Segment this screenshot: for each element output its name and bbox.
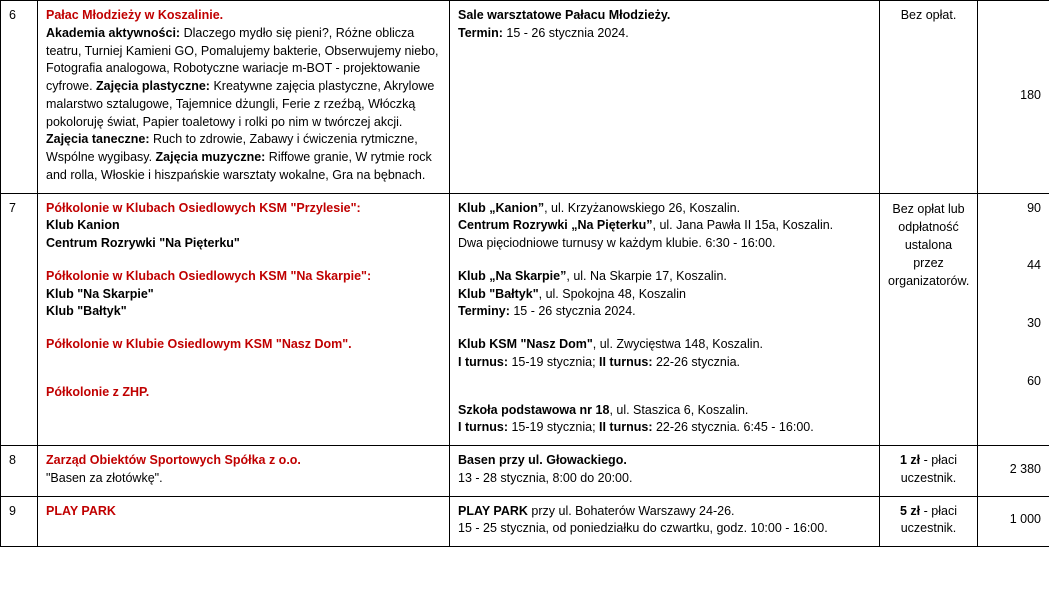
table-row	[1, 496, 1049, 547]
place-line	[458, 217, 871, 235]
place-venue: Szkoła podstawowa nr 18	[458, 402, 610, 417]
turn1-value: 15-19 stycznia;	[508, 354, 600, 369]
turn1-value: 15-19 stycznia;	[508, 420, 600, 435]
spacer	[46, 369, 441, 384]
count-value: 30	[1027, 316, 1041, 330]
fee-line: Bez opłat lub	[892, 201, 965, 216]
organizer-group-line: Centrum Rozrywki "Na Pięterku"	[46, 236, 240, 250]
place-address: , ul. Jana Pawła II 15a, Koszalin.	[652, 218, 834, 233]
table-row	[1, 446, 1049, 497]
row-number: 6	[1, 1, 38, 194]
fee-amount: 5 zł	[900, 503, 921, 518]
fee-line: uczestnik.	[900, 470, 957, 485]
fee-cell	[880, 446, 978, 497]
organizer-group-line: Klub Kanion	[46, 218, 120, 233]
place-title: Sale warsztatowe Pałacu Młodzieży.	[458, 8, 671, 22]
place-date	[458, 25, 871, 43]
place-venue: Klub "Bałtyk"	[458, 286, 539, 301]
spacer	[986, 333, 1041, 348]
place-cell	[450, 446, 880, 497]
place-address: , ul. Zwycięstwa 148, Koszalin.	[592, 337, 763, 351]
spacer	[986, 232, 1041, 257]
place-line	[458, 354, 871, 372]
fee-text: - płaci	[920, 503, 957, 518]
organizer-subtitle: "Basen za złotówkę".	[46, 470, 163, 485]
table-row	[1, 193, 1049, 446]
place-venue: Klub KSM "Nasz Dom"	[458, 337, 593, 351]
spacer	[458, 372, 871, 387]
organizer-title: Zarząd Obiektów Sportowych Spółka z o.o.	[46, 453, 301, 467]
term-label: Termin:	[458, 25, 503, 40]
place-venue: PLAY PARK	[458, 503, 528, 518]
spacer	[46, 253, 441, 268]
terms-label: Terminy:	[458, 304, 510, 319]
fee-cell: Bez opłat.	[880, 1, 978, 194]
fee-text: - płaci	[920, 453, 957, 467]
fee-line: organizatorów.	[888, 274, 970, 288]
fee-line: ustalona	[904, 237, 953, 252]
organizer-title: Pałac Młodzieży w Koszalinie.	[46, 8, 224, 22]
turn2-value: 22-26 stycznia.	[652, 354, 741, 369]
organizer-cell	[38, 193, 450, 446]
spacer	[986, 275, 1041, 290]
fee-line: uczestnik.	[900, 521, 957, 536]
turn2-label: II turnus:	[599, 354, 653, 369]
count-value: 44	[1027, 258, 1041, 273]
place-address: , ul. Krzyżanowskiego 26, Koszalin.	[544, 200, 741, 215]
spacer	[986, 348, 1041, 373]
fee-cell	[880, 193, 978, 446]
fee-line	[888, 503, 969, 521]
place-cell	[450, 1, 880, 194]
organizer-cell	[38, 496, 450, 547]
place-line	[458, 419, 871, 437]
organizer-group-title: Półkolonie w Klubie Osiedlowym KSM "Nasz Dom".	[46, 337, 352, 351]
fee-cell	[880, 496, 978, 547]
term-value: 15 - 26 stycznia 2024.	[502, 25, 629, 40]
organizer-title: PLAY PARK	[46, 503, 116, 518]
fee-line: odpłatność	[898, 219, 959, 234]
organizer-cell	[38, 446, 450, 497]
place-title: Basen przy ul. Głowackiego.	[458, 453, 627, 467]
count-cell	[978, 193, 1049, 446]
count-value: 60	[1027, 373, 1041, 388]
spacer	[986, 217, 1041, 232]
place-venue: Klub „Na Skarpie”	[458, 268, 567, 283]
turn2-value: 22-26 stycznia. 6:45 - 16:00.	[652, 420, 814, 435]
row-number: 7	[1, 193, 38, 446]
table-row	[1, 1, 1049, 194]
spacer	[986, 290, 1041, 315]
organizer-group-line: Klub "Bałtyk"	[46, 304, 127, 319]
place-address: , ul. Na Skarpie 17, Koszalin.	[566, 268, 727, 283]
fee-amount: 1 zł	[900, 453, 921, 467]
turn2-label: II turnus:	[599, 420, 653, 435]
organizer-group-line: Klub "Na Skarpie"	[46, 286, 154, 301]
place-venue: Centrum Rozrywki „Na Pięterku”	[458, 218, 653, 233]
organizer-description: Akademia aktywności: Dlaczego mydło się pieni?, Różne oblicza teatru, Turniej Kamieni GO, Pomalujemy bakterie, Obserwujemy niebo, Fotografia analogowa, Robotyczne wariacje m-BOT - projektowanie cyfrowe. Zajęcia plastyczne: Kreatywne zajęcia plastyczne, Akrylowe malarstwo sztalugowe, Tajemnice dżungli, Ferie z rzeźbą, Włóczką pokoloruję świat, Papier toaletowy i rolki po nim w twórczej akcji. Zajęcia taneczne: Ruch to zdrowie, Zabawy i ćwiczenia rytmiczne, Wspólne wygibasy. Zajęcia muzyczne: Riffowe granie, W rytmie rock and rolla, Włoskie i hiszpańskie warsztaty wokalne, Gra na bębnach.	[46, 25, 439, 182]
count-cell: 1 000	[978, 496, 1049, 547]
turn1-label: I turnus:	[458, 420, 508, 435]
spacer	[458, 387, 871, 402]
place-cell	[450, 496, 880, 547]
fee-line	[888, 452, 969, 470]
fee-line: przez	[913, 255, 944, 270]
spacer	[458, 253, 871, 268]
organizer-cell	[38, 1, 450, 194]
organizer-group-title: Półkolonie z ZHP.	[46, 384, 150, 399]
place-line	[458, 402, 871, 420]
place-address: przy ul. Bohaterów Warszawy 24-26.	[527, 503, 735, 518]
count-value: 90	[1027, 200, 1041, 215]
organizer-group-title: Półkolonie w Klubach Osiedlowych KSM "Na Skarpie":	[46, 268, 372, 283]
organizer-group-title: Półkolonie w Klubach Osiedlowych KSM "Przylesie":	[46, 200, 361, 215]
place-address: , ul. Staszica 6, Koszalin.	[609, 402, 749, 417]
place-line	[458, 286, 871, 304]
place-cell	[450, 193, 880, 446]
place-line	[458, 268, 871, 286]
turn1-label: I turnus:	[458, 354, 508, 369]
place-note: Dwa pięciodniowe turnusy w każdym klubie. 6:30 - 16:00.	[458, 236, 776, 250]
terms-value: 15 - 26 stycznia 2024.	[509, 304, 636, 319]
count-cell: 180	[978, 1, 1049, 194]
place-venue: Klub „Kanion”	[458, 200, 545, 215]
place-date: 13 - 28 stycznia, 8:00 do 20:00.	[458, 470, 633, 485]
spacer	[46, 321, 441, 336]
place-address: , ul. Spokojna 48, Koszalin	[538, 286, 686, 301]
place-title	[458, 503, 871, 521]
place-line	[458, 200, 871, 218]
row-number: 8	[1, 446, 38, 497]
spacer	[46, 354, 441, 369]
place-line	[458, 303, 871, 321]
spacer	[458, 321, 871, 336]
place-date: 15 - 25 stycznia, od poniedziałku do czwartku, godz. 10:00 - 16:00.	[458, 521, 828, 536]
count-cell: 2 380	[978, 446, 1049, 497]
row-number: 9	[1, 496, 38, 547]
place-line	[458, 336, 871, 354]
